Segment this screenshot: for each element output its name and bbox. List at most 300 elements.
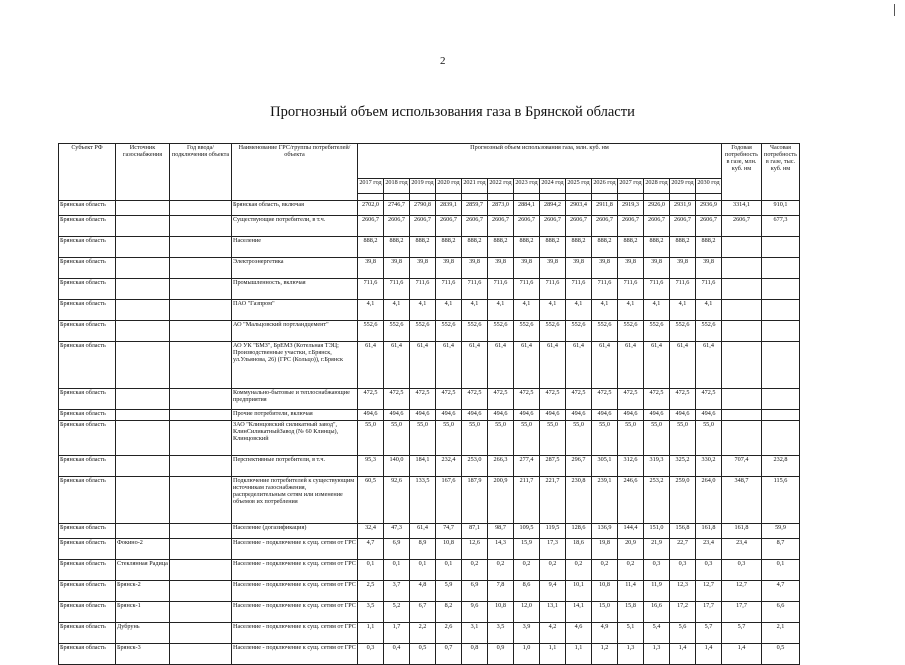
cell-value: 4,6: [566, 623, 592, 644]
cell-value: 552,6: [462, 321, 488, 342]
cell-annual: [722, 342, 762, 389]
cell-value: 55,0: [696, 421, 722, 456]
header-year: 2020 год: [436, 179, 462, 194]
cell-value: 888,2: [670, 237, 696, 258]
header-year: 2019 год: [410, 179, 436, 194]
table-row: [59, 602, 800, 623]
cell-value: 4,1: [410, 300, 436, 321]
cell-value: 1,1: [358, 623, 384, 644]
cell-value: 4,1: [358, 300, 384, 321]
cell-year-input: [170, 581, 232, 602]
cell-value: 39,8: [566, 258, 592, 279]
cell-value: 711,6: [696, 279, 722, 300]
cell-year-input: [170, 644, 232, 665]
cell-source: [116, 524, 170, 539]
cell-annual: 707,4: [722, 456, 762, 477]
cell-value: 552,6: [514, 321, 540, 342]
header-year: 2023 год: [514, 179, 540, 194]
cell-value: 472,5: [644, 389, 670, 410]
cell-value: 4,1: [488, 300, 514, 321]
cell-value: 552,6: [436, 321, 462, 342]
cell-value: 494,6: [358, 410, 384, 421]
cell-name: Население - подключение к сущ. сетям от ГРС: [232, 602, 358, 623]
cell-subject: Брянская область: [59, 539, 116, 560]
cell-value: 200,9: [488, 477, 514, 524]
cell-year-input: [170, 342, 232, 389]
cell-hourly: 232,8: [762, 456, 800, 477]
cell-subject: Брянская область: [59, 524, 116, 539]
cell-value: 17,3: [540, 539, 566, 560]
cell-value: 61,4: [462, 342, 488, 389]
cell-hourly: [762, 237, 800, 258]
cell-subject: Брянская область: [59, 456, 116, 477]
cell-value: 0,2: [462, 560, 488, 581]
cell-annual: [722, 421, 762, 456]
header-year: 2025 год: [566, 179, 592, 194]
cell-name: Промышленность, включая: [232, 279, 358, 300]
cell-value: 552,6: [540, 321, 566, 342]
cell-value: 472,5: [618, 389, 644, 410]
cell-value: 711,6: [618, 279, 644, 300]
cell-value: 39,8: [436, 258, 462, 279]
cell-value: 2606,7: [696, 216, 722, 237]
cell-value: 312,6: [618, 456, 644, 477]
header-year: 2021 год: [462, 179, 488, 194]
cell-year-input: [170, 456, 232, 477]
cell-value: 888,2: [618, 237, 644, 258]
cell-value: 711,6: [670, 279, 696, 300]
page-number: 2: [440, 55, 446, 67]
header-year: 2022 год: [488, 179, 514, 194]
cell-value: 39,8: [644, 258, 670, 279]
cell-value: 2839,1: [436, 201, 462, 216]
cell-value: 711,6: [462, 279, 488, 300]
cell-value: 888,2: [540, 237, 566, 258]
cell-value: 552,6: [592, 321, 618, 342]
cell-value: 239,1: [592, 477, 618, 524]
cell-value: 494,6: [618, 410, 644, 421]
cell-value: 60,5: [358, 477, 384, 524]
table-row: [59, 389, 800, 410]
cell-source: [116, 237, 170, 258]
cell-hourly: 910,1: [762, 201, 800, 216]
cell-value: 39,8: [488, 258, 514, 279]
cell-value: 4,7: [358, 539, 384, 560]
cell-value: 4,1: [462, 300, 488, 321]
header-spacer-cell: [410, 194, 436, 201]
cell-value: 3,1: [462, 623, 488, 644]
cell-value: 2606,7: [436, 216, 462, 237]
cell-value: 2702,0: [358, 201, 384, 216]
cell-value: 472,5: [566, 389, 592, 410]
cell-hourly: [762, 410, 800, 421]
cell-value: 8,9: [410, 539, 436, 560]
cell-subject: Брянская область: [59, 342, 116, 389]
cell-value: 0,4: [384, 644, 410, 665]
cell-value: 552,6: [618, 321, 644, 342]
cell-year-input: [170, 300, 232, 321]
cell-name: Коммунально-бытовые и теплоснабжающие предприятия: [232, 389, 358, 410]
cell-value: 2606,7: [358, 216, 384, 237]
cell-value: 472,5: [358, 389, 384, 410]
header-spacer-cell: [436, 194, 462, 201]
cell-value: 39,8: [358, 258, 384, 279]
cell-name: Население - подключение к сущ. сетям от ГРС: [232, 581, 358, 602]
cell-value: 0,3: [696, 560, 722, 581]
cell-value: 1,3: [618, 644, 644, 665]
header-annual: Годовая потребность в газе, млн. куб. нм: [722, 144, 762, 201]
cell-value: 9,6: [462, 602, 488, 623]
cell-subject: Брянская область: [59, 421, 116, 456]
cell-name: АО УК "БМЗ", БрЕМЗ (Котельная ТЭЦ; Производственные участки, г.Брянск, ул.Ульянова, 26) (ГРС (Кольцо)), г.Брянск: [232, 342, 358, 389]
cell-value: 10,1: [566, 581, 592, 602]
cell-value: 253,2: [644, 477, 670, 524]
cell-subject: Брянская область: [59, 300, 116, 321]
cell-year-input: [170, 237, 232, 258]
cell-value: 494,6: [696, 410, 722, 421]
cell-annual: [722, 237, 762, 258]
cell-value: 2931,9: [670, 201, 696, 216]
cell-value: 39,8: [410, 258, 436, 279]
cell-hourly: 59,9: [762, 524, 800, 539]
cell-hourly: [762, 300, 800, 321]
cell-hourly: [762, 421, 800, 456]
cell-value: 4,1: [566, 300, 592, 321]
cell-value: 0,3: [358, 644, 384, 665]
cell-value: 472,5: [592, 389, 618, 410]
cell-value: 17,7: [696, 602, 722, 623]
cell-value: 55,0: [462, 421, 488, 456]
cell-year-input: [170, 602, 232, 623]
cell-value: 4,1: [696, 300, 722, 321]
cell-value: 472,5: [410, 389, 436, 410]
cell-value: 2894,2: [540, 201, 566, 216]
cell-value: 39,8: [696, 258, 722, 279]
cell-value: 32,4: [358, 524, 384, 539]
cell-value: 20,9: [618, 539, 644, 560]
cell-value: 0,2: [618, 560, 644, 581]
header-year: 2017 год: [358, 179, 384, 194]
cell-value: 156,8: [670, 524, 696, 539]
cell-value: 0,2: [540, 560, 566, 581]
cell-hourly: 677,3: [762, 216, 800, 237]
table-row: [59, 216, 800, 237]
cell-value: 23,4: [696, 539, 722, 560]
cell-value: 61,4: [618, 342, 644, 389]
cell-value: 128,6: [566, 524, 592, 539]
cell-value: 472,5: [540, 389, 566, 410]
cell-value: 15,9: [514, 539, 540, 560]
cell-year-input: [170, 216, 232, 237]
cell-value: 888,2: [514, 237, 540, 258]
cell-value: 55,0: [488, 421, 514, 456]
cell-value: 0,2: [488, 560, 514, 581]
cell-name: Население - подключение к сущ. сетям от ГРС: [232, 644, 358, 665]
cell-value: 55,0: [618, 421, 644, 456]
cell-value: 12,7: [696, 581, 722, 602]
cell-source: Фокино-2: [116, 539, 170, 560]
cell-value: 21,9: [644, 539, 670, 560]
cell-value: 472,5: [488, 389, 514, 410]
cell-value: 61,4: [670, 342, 696, 389]
cell-annual: [722, 389, 762, 410]
cell-annual: [722, 258, 762, 279]
cell-value: 2606,7: [410, 216, 436, 237]
cell-value: 319,3: [644, 456, 670, 477]
table-row: [59, 477, 800, 524]
cell-value: 55,0: [670, 421, 696, 456]
cell-value: 119,5: [540, 524, 566, 539]
cell-subject: Брянская область: [59, 258, 116, 279]
table-row: [59, 644, 800, 665]
cell-value: 711,6: [644, 279, 670, 300]
cell-value: 18,6: [566, 539, 592, 560]
cell-value: 2936,9: [696, 201, 722, 216]
cell-hourly: 4,7: [762, 581, 800, 602]
cell-value: 711,6: [358, 279, 384, 300]
cell-hourly: 2,1: [762, 623, 800, 644]
cell-value: 184,1: [410, 456, 436, 477]
cell-year-input: [170, 321, 232, 342]
cell-annual: [722, 321, 762, 342]
cell-value: 4,2: [540, 623, 566, 644]
cell-hourly: 6,6: [762, 602, 800, 623]
table-row: [59, 539, 800, 560]
cell-name: АО "Мальцовский портландцемент": [232, 321, 358, 342]
header-spacer-cell: [358, 194, 384, 201]
cell-value: 3,7: [384, 581, 410, 602]
cell-source: [116, 477, 170, 524]
cell-value: 494,6: [384, 410, 410, 421]
table-row: [59, 581, 800, 602]
cell-source: Брянск-1: [116, 602, 170, 623]
cell-value: 1,1: [566, 644, 592, 665]
cell-value: 4,1: [384, 300, 410, 321]
cell-value: 0,9: [488, 644, 514, 665]
table-row: [59, 237, 800, 258]
cell-value: 494,6: [566, 410, 592, 421]
cell-subject: Брянская область: [59, 321, 116, 342]
cell-value: 74,7: [436, 524, 462, 539]
cell-value: 888,2: [696, 237, 722, 258]
cell-value: 472,5: [436, 389, 462, 410]
cell-source: [116, 216, 170, 237]
cell-value: 11,4: [618, 581, 644, 602]
cell-value: 6,9: [462, 581, 488, 602]
cell-value: 711,6: [488, 279, 514, 300]
cell-value: 0,1: [358, 560, 384, 581]
cell-value: 711,6: [384, 279, 410, 300]
cell-value: 61,4: [696, 342, 722, 389]
cell-hourly: [762, 279, 800, 300]
cell-year-input: [170, 539, 232, 560]
cell-value: 325,2: [670, 456, 696, 477]
cell-value: 5,2: [384, 602, 410, 623]
cell-value: 6,9: [384, 539, 410, 560]
table-row: [59, 456, 800, 477]
document-title: Прогнозный объем использования газа в Брянской области: [270, 104, 635, 120]
cell-source: Брянск-3: [116, 644, 170, 665]
cell-value: 888,2: [410, 237, 436, 258]
cell-year-input: [170, 477, 232, 524]
cell-annual: 12,7: [722, 581, 762, 602]
cell-value: 711,6: [410, 279, 436, 300]
cell-hourly: [762, 258, 800, 279]
cell-value: 494,6: [644, 410, 670, 421]
cell-value: 1,3: [644, 644, 670, 665]
cell-value: 17,2: [670, 602, 696, 623]
cell-value: 16,6: [644, 602, 670, 623]
cell-subject: Брянская область: [59, 216, 116, 237]
cell-source: [116, 321, 170, 342]
cell-annual: [722, 300, 762, 321]
cell-value: 61,4: [358, 342, 384, 389]
cell-annual: 23,4: [722, 539, 762, 560]
cell-value: 55,0: [384, 421, 410, 456]
cell-value: 61,4: [592, 342, 618, 389]
table-row: [59, 410, 800, 421]
cell-value: 552,6: [670, 321, 696, 342]
cell-value: 2606,7: [618, 216, 644, 237]
cell-value: 3,5: [488, 623, 514, 644]
cell-value: 2606,7: [566, 216, 592, 237]
cell-value: 55,0: [644, 421, 670, 456]
cell-value: 2873,0: [488, 201, 514, 216]
cell-source: Стеклянная Радица: [116, 560, 170, 581]
cell-name: Существующие потребители, в т.ч.: [232, 216, 358, 237]
cell-value: 494,6: [592, 410, 618, 421]
header-spacer-cell: [670, 194, 696, 201]
header-forecast: Прогнозный объем использования газа, млн. куб. нм: [358, 144, 722, 179]
cell-value: 1,4: [670, 644, 696, 665]
table-row: [59, 342, 800, 389]
cell-annual: [722, 279, 762, 300]
cell-hourly: 0,5: [762, 644, 800, 665]
cell-value: 494,6: [410, 410, 436, 421]
cell-value: 0,2: [514, 560, 540, 581]
cell-value: 19,8: [592, 539, 618, 560]
cell-value: 1,0: [514, 644, 540, 665]
cell-value: 2926,0: [644, 201, 670, 216]
cell-value: 4,1: [514, 300, 540, 321]
cell-value: 888,2: [592, 237, 618, 258]
header-spacer-cell: [644, 194, 670, 201]
header-spacer-cell: [384, 194, 410, 201]
cell-value: 711,6: [514, 279, 540, 300]
cell-value: 0,2: [592, 560, 618, 581]
cell-value: 39,8: [592, 258, 618, 279]
cell-value: 0,5: [410, 644, 436, 665]
cell-value: 39,8: [540, 258, 566, 279]
cell-value: 5,7: [696, 623, 722, 644]
cell-value: 61,4: [514, 342, 540, 389]
cell-value: 140,0: [384, 456, 410, 477]
cell-value: 2,2: [410, 623, 436, 644]
cell-value: 2,6: [436, 623, 462, 644]
cell-value: 39,8: [670, 258, 696, 279]
cell-value: 4,1: [644, 300, 670, 321]
cell-value: 2919,3: [618, 201, 644, 216]
cell-value: 888,2: [488, 237, 514, 258]
cell-value: 5,6: [670, 623, 696, 644]
cell-subject: Брянская область: [59, 602, 116, 623]
header-year: 2028 год: [644, 179, 670, 194]
cell-subject: Брянская область: [59, 623, 116, 644]
header-hourly: Часовая потребность в газе, тыс. куб. нм: [762, 144, 800, 201]
cell-value: 2606,7: [514, 216, 540, 237]
cell-source: [116, 410, 170, 421]
cell-value: 12,0: [514, 602, 540, 623]
cell-annual: [722, 410, 762, 421]
header-spacer-cell: [488, 194, 514, 201]
cell-source: [116, 342, 170, 389]
cell-value: 711,6: [540, 279, 566, 300]
cell-value: 259,0: [670, 477, 696, 524]
header-year: 2018 год: [384, 179, 410, 194]
cell-value: 4,1: [436, 300, 462, 321]
cell-value: 1,7: [384, 623, 410, 644]
cell-value: 55,0: [514, 421, 540, 456]
cell-value: 3,5: [358, 602, 384, 623]
header-source: Источник газоснабжения: [116, 144, 170, 201]
header-spacer-cell: [514, 194, 540, 201]
cell-value: 232,4: [436, 456, 462, 477]
cell-name: Прочие потребители, включая: [232, 410, 358, 421]
header-year: 2026 год: [592, 179, 618, 194]
cell-value: 61,4: [644, 342, 670, 389]
cell-value: 2859,7: [462, 201, 488, 216]
cell-value: 330,2: [696, 456, 722, 477]
cell-value: 2606,7: [592, 216, 618, 237]
cell-value: 39,8: [514, 258, 540, 279]
cell-value: 109,5: [514, 524, 540, 539]
cell-value: 552,6: [566, 321, 592, 342]
cell-value: 0,7: [436, 644, 462, 665]
cell-value: 711,6: [566, 279, 592, 300]
cell-value: 12,6: [462, 539, 488, 560]
cell-hourly: 115,6: [762, 477, 800, 524]
cell-value: 494,6: [462, 410, 488, 421]
cell-name: Перспективные потребители, в т.ч.: [232, 456, 358, 477]
cell-year-input: [170, 258, 232, 279]
cell-year-input: [170, 560, 232, 581]
cell-value: 61,4: [410, 342, 436, 389]
header-subject: Субъект РФ: [59, 144, 116, 201]
cell-value: 552,6: [696, 321, 722, 342]
cell-value: 14,3: [488, 539, 514, 560]
cell-value: 61,4: [410, 524, 436, 539]
cell-value: 10,8: [592, 581, 618, 602]
table-row: [59, 258, 800, 279]
header-year: 2027 год: [618, 179, 644, 194]
cell-value: 888,2: [644, 237, 670, 258]
cell-value: 2606,7: [462, 216, 488, 237]
cell-value: 552,6: [488, 321, 514, 342]
cell-value: 4,9: [592, 623, 618, 644]
cell-value: 2606,7: [488, 216, 514, 237]
cell-value: 221,7: [540, 477, 566, 524]
cell-source: [116, 300, 170, 321]
cell-value: 15,0: [592, 602, 618, 623]
cell-hourly: 0,1: [762, 560, 800, 581]
cell-source: [116, 201, 170, 216]
cell-name: Население - подключение к сущ. сетям от ГРС: [232, 560, 358, 581]
cell-value: 61,4: [566, 342, 592, 389]
table-row: [59, 524, 800, 539]
cell-value: 55,0: [566, 421, 592, 456]
cell-value: 39,8: [462, 258, 488, 279]
table-row: [59, 623, 800, 644]
